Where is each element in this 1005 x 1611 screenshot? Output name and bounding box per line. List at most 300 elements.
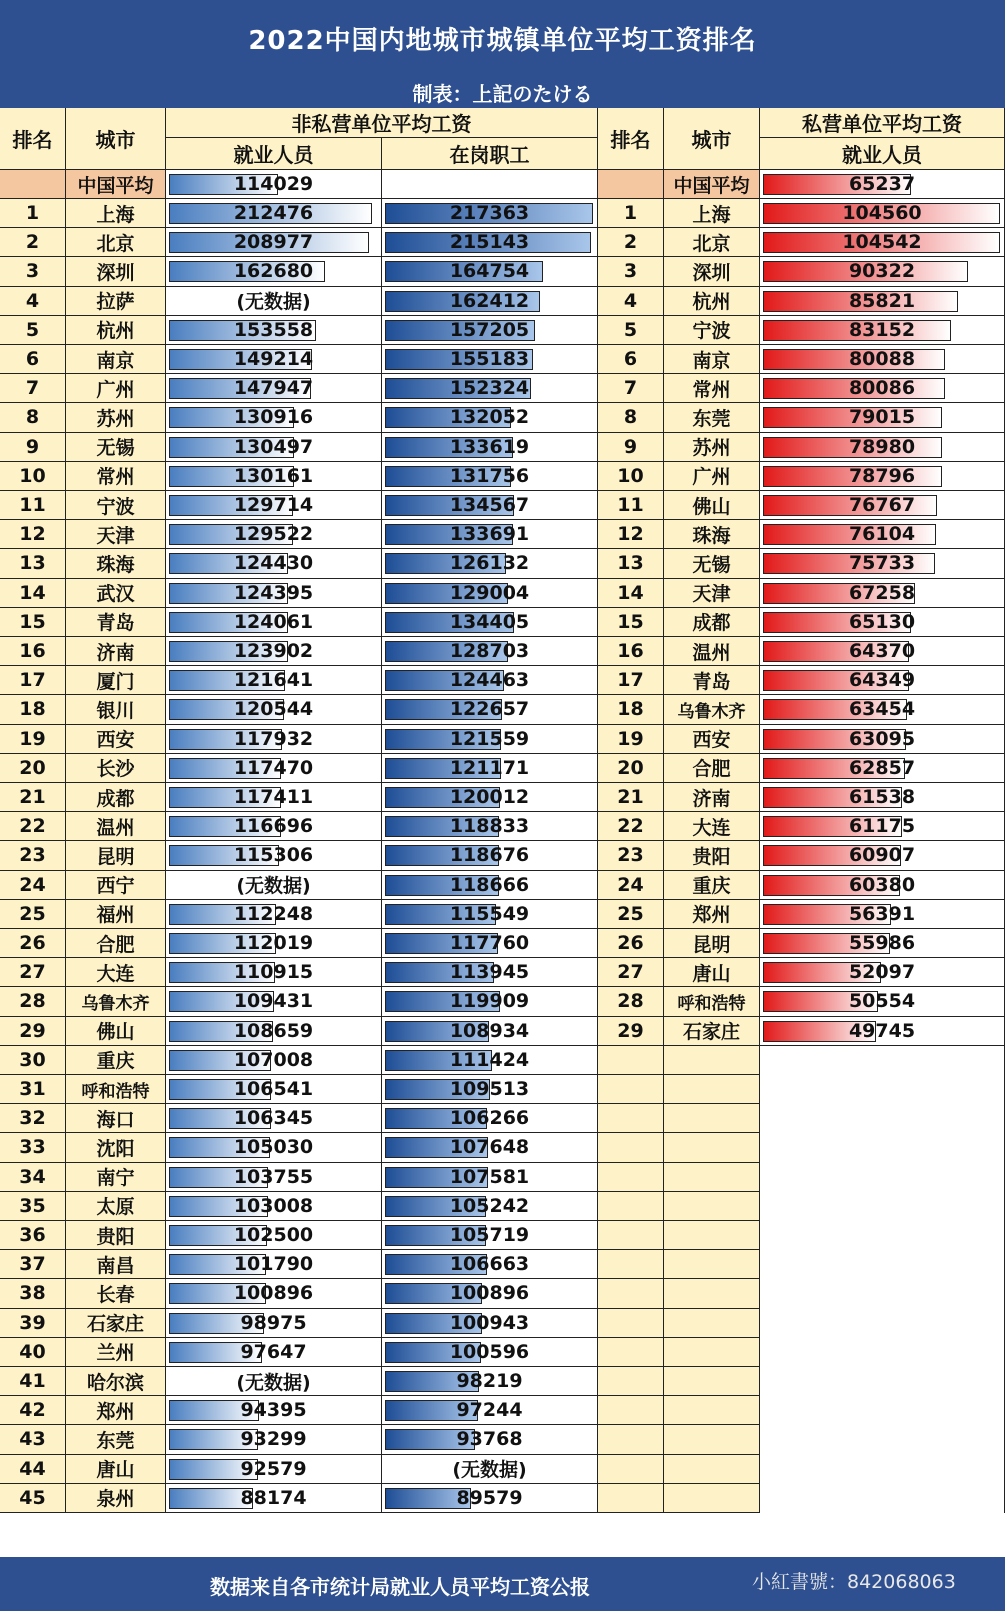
city-cell: 苏州 (664, 433, 760, 462)
value-label: 121171 (449, 756, 530, 779)
empty-value-cell (760, 1075, 1005, 1104)
city-cell: 宁波 (664, 316, 760, 345)
onjob-wage-cell (382, 403, 598, 432)
value-label: 98975 (240, 1311, 307, 1334)
empty-city-cell (664, 1104, 760, 1133)
value-label: 106541 (233, 1078, 314, 1101)
city-cell: 石家庄 (66, 1309, 166, 1338)
city-cell: 兰州 (66, 1338, 166, 1367)
rank-cell: 21 (598, 783, 664, 812)
value-label: 130916 (233, 406, 314, 429)
value-label: 107648 (449, 1136, 530, 1159)
value-label: 119909 (449, 990, 530, 1013)
onjob-wage-cell (382, 1367, 598, 1396)
rank-cell: 1 (598, 199, 664, 228)
employed-wage-cell (166, 579, 382, 608)
rank-cell: 19 (0, 725, 66, 754)
value-label: (无数据) (236, 1371, 311, 1394)
empty-city-cell (664, 1425, 760, 1454)
value-label: 111424 (449, 1048, 530, 1071)
value-label: 217363 (449, 202, 530, 225)
rank-cell: 7 (598, 374, 664, 403)
rank-cell: 6 (598, 345, 664, 374)
rank-cell: 12 (0, 520, 66, 549)
employed-wage-cell (166, 783, 382, 812)
value-label: 104560 (842, 202, 922, 225)
rank-cell: 39 (0, 1309, 66, 1338)
employed-wage-cell (166, 316, 382, 345)
value-label: 212476 (233, 202, 314, 225)
city-cell: 南京 (664, 345, 760, 374)
rank-cell: 6 (0, 345, 66, 374)
rank-cell: 22 (598, 812, 664, 841)
value-label: 118833 (449, 815, 530, 838)
employed-wage-cell (166, 1104, 382, 1133)
value-label: 110915 (233, 961, 314, 984)
rank-cell: 17 (598, 666, 664, 695)
private-employed-wage-cell (760, 987, 1005, 1016)
city-cell: 佛山 (66, 1017, 166, 1046)
onjob-wage-cell (382, 1484, 598, 1513)
avg-label-left: 中国平均 (66, 170, 166, 199)
rank-cell: 44 (0, 1455, 66, 1484)
value-label: 61175 (848, 815, 916, 838)
city-cell: 杭州 (66, 316, 166, 345)
watermark-text: 小紅書號：842068063 (752, 1571, 956, 1593)
empty-city-cell (664, 1367, 760, 1396)
onjob-wage-cell (382, 1192, 598, 1221)
employed-wage-cell (166, 1250, 382, 1279)
empty-value-cell (760, 1455, 1005, 1484)
onjob-wage-cell (382, 812, 598, 841)
onjob-wage-cell (382, 549, 598, 578)
value-label: 75733 (848, 552, 916, 575)
employed-wage-cell (166, 287, 382, 316)
value-label: 67258 (848, 581, 916, 604)
city-cell: 青岛 (664, 666, 760, 695)
value-label: 100896 (449, 1282, 530, 1305)
rank-cell: 3 (0, 257, 66, 286)
rank-cell: 15 (0, 608, 66, 637)
city-cell: 西宁 (66, 871, 166, 900)
value-label: 88174 (240, 1486, 307, 1509)
rank-cell: 2 (0, 228, 66, 257)
private-employed-wage-cell (760, 287, 1005, 316)
empty-city-cell (664, 1133, 760, 1162)
employed-wage-cell (166, 1046, 382, 1075)
onjob-wage-cell (382, 1396, 598, 1425)
salary-table (0, 108, 1005, 1557)
empty-rank-cell (598, 1279, 664, 1308)
empty-city-cell (664, 1396, 760, 1425)
value-label: 109431 (233, 990, 314, 1013)
value-label: 117932 (233, 727, 314, 750)
onjob-wage-cell (382, 1338, 598, 1367)
city-cell: 长春 (66, 1279, 166, 1308)
value-label: 109513 (449, 1078, 530, 1101)
city-cell: 无锡 (66, 433, 166, 462)
employed-wage-cell (166, 1075, 382, 1104)
employed-wage-cell (166, 549, 382, 578)
private-employed-wage-cell (760, 433, 1005, 462)
rank-cell: 30 (0, 1046, 66, 1075)
value-label: 98219 (456, 1370, 523, 1393)
private-employed-wage-cell (760, 871, 1005, 900)
employed-wage-cell (166, 1163, 382, 1192)
rank-cell: 10 (598, 462, 664, 491)
page-title: 2022中国内地城市城镇单位平均工资排名 (248, 26, 757, 56)
value-label: 112248 (233, 902, 314, 925)
employed-wage-cell (166, 257, 382, 286)
private-employed-wage-cell (760, 199, 1005, 228)
city-cell: 温州 (66, 812, 166, 841)
city-cell: 东莞 (664, 403, 760, 432)
value-label: 105242 (449, 1194, 530, 1217)
rank-cell: 27 (598, 958, 664, 987)
value-label: 155183 (449, 348, 530, 371)
city-cell: 珠海 (664, 520, 760, 549)
private-employed-wage-cell (760, 725, 1005, 754)
city-cell: 济南 (664, 783, 760, 812)
employed-wage-cell (166, 1367, 382, 1396)
empty-value-cell (760, 1250, 1005, 1279)
value-label: 133619 (449, 435, 530, 458)
city-cell: 郑州 (664, 900, 760, 929)
value-label: 78980 (848, 435, 916, 458)
value-label: 124395 (233, 581, 314, 604)
empty-value-cell (760, 1221, 1005, 1250)
value-label: 108934 (449, 1019, 530, 1042)
value-label: 123902 (233, 640, 314, 663)
value-label: 50554 (848, 990, 916, 1013)
value-label: 121559 (449, 727, 530, 750)
value-label: 208977 (233, 231, 314, 254)
empty-rank-cell (598, 1425, 664, 1454)
city-cell: 重庆 (664, 871, 760, 900)
city-cell: 拉萨 (66, 287, 166, 316)
value-label: 152324 (449, 377, 530, 400)
onjob-wage-cell (382, 695, 598, 724)
private-employed-wage-cell (760, 841, 1005, 870)
employed-wage-cell (166, 637, 382, 666)
rank-cell: 13 (598, 549, 664, 578)
private-employed-wage-cell (760, 637, 1005, 666)
rank-cell: 14 (0, 579, 66, 608)
city-cell: 无锡 (664, 549, 760, 578)
header-nonprivate-onjob: 在岗职工 (382, 138, 598, 170)
city-cell: 西安 (66, 725, 166, 754)
city-cell: 重庆 (66, 1046, 166, 1075)
value-label: 61538 (848, 786, 916, 809)
rank-cell: 2 (598, 228, 664, 257)
rank-cell: 26 (0, 929, 66, 958)
rank-cell: 27 (0, 958, 66, 987)
empty-value-cell (760, 1367, 1005, 1396)
private-employed-wage-cell (760, 929, 1005, 958)
empty-value-cell (760, 1425, 1005, 1454)
onjob-wage-cell (382, 783, 598, 812)
city-cell: 厦门 (66, 666, 166, 695)
employed-wage-cell (166, 666, 382, 695)
rank-cell: 23 (0, 841, 66, 870)
city-cell: 太原 (66, 1192, 166, 1221)
header-rank-right: 排名 (598, 108, 664, 170)
employed-wage-cell (166, 841, 382, 870)
value-label: 107008 (233, 1048, 314, 1071)
value-label: 103755 (233, 1165, 314, 1188)
value-label: 134405 (449, 610, 530, 633)
private-employed-wage-cell (760, 257, 1005, 286)
value-label: 93768 (456, 1428, 523, 1451)
onjob-wage-cell (382, 228, 598, 257)
employed-wage-cell (166, 1455, 382, 1484)
onjob-wage-cell (382, 841, 598, 870)
onjob-wage-cell (382, 462, 598, 491)
avg-onjob-left (382, 170, 598, 199)
header-private-group: 私营单位平均工资 (760, 108, 1005, 138)
value-label: 60907 (848, 844, 916, 867)
city-cell: 郑州 (66, 1396, 166, 1425)
value-label: 120544 (233, 698, 314, 721)
onjob-wage-cell (382, 608, 598, 637)
header-nonprivate-employed: 就业人员 (166, 138, 382, 170)
value-label: 162412 (449, 289, 530, 312)
onjob-wage-cell (382, 491, 598, 520)
rank-cell: 4 (0, 287, 66, 316)
onjob-wage-cell (382, 900, 598, 929)
rank-cell: 11 (598, 491, 664, 520)
onjob-wage-cell (382, 987, 598, 1016)
empty-value-cell (760, 1192, 1005, 1221)
city-cell: 天津 (66, 520, 166, 549)
value-label: 80088 (848, 348, 916, 371)
avg-rank-right (598, 170, 664, 199)
city-cell: 昆明 (66, 841, 166, 870)
value-label: 90322 (848, 260, 916, 283)
value-label: 105030 (233, 1136, 314, 1159)
empty-rank-cell (598, 1192, 664, 1221)
employed-wage-cell (166, 929, 382, 958)
empty-city-cell (664, 1163, 760, 1192)
avg-employed-left (166, 170, 382, 199)
value-label: 115306 (233, 844, 314, 867)
avg-rank-left (0, 170, 66, 199)
city-cell: 济南 (66, 637, 166, 666)
rank-cell: 4 (598, 287, 664, 316)
rank-cell: 20 (0, 754, 66, 783)
rank-cell: 35 (0, 1192, 66, 1221)
value-label: 129004 (449, 581, 530, 604)
private-employed-wage-cell (760, 316, 1005, 345)
rank-cell: 23 (598, 841, 664, 870)
private-employed-wage-cell (760, 754, 1005, 783)
onjob-wage-cell (382, 520, 598, 549)
onjob-wage-cell (382, 1133, 598, 1162)
city-cell: 南宁 (66, 1163, 166, 1192)
city-cell: 佛山 (664, 491, 760, 520)
empty-value-cell (760, 1484, 1005, 1513)
city-cell: 青岛 (66, 608, 166, 637)
onjob-wage-cell (382, 958, 598, 987)
private-employed-wage-cell (760, 345, 1005, 374)
city-cell: 哈尔滨 (66, 1367, 166, 1396)
rank-cell: 16 (598, 637, 664, 666)
header-city-right: 城市 (664, 108, 760, 170)
rank-cell: 9 (598, 433, 664, 462)
onjob-wage-cell (382, 1309, 598, 1338)
onjob-wage-cell (382, 257, 598, 286)
empty-rank-cell (598, 1250, 664, 1279)
employed-wage-cell (166, 1221, 382, 1250)
table-credit: 制表：上記のたける (412, 82, 593, 106)
employed-wage-cell (166, 1396, 382, 1425)
city-cell: 福州 (66, 900, 166, 929)
city-cell: 大连 (66, 958, 166, 987)
private-employed-wage-cell (760, 579, 1005, 608)
city-cell: 合肥 (664, 754, 760, 783)
value-label: 118676 (449, 844, 530, 867)
city-cell: 乌鲁木齐 (66, 987, 166, 1016)
employed-wage-cell (166, 403, 382, 432)
employed-wage-cell (166, 433, 382, 462)
onjob-wage-cell (382, 871, 598, 900)
onjob-wage-cell (382, 433, 598, 462)
empty-rank-cell (598, 1338, 664, 1367)
rank-cell: 5 (598, 316, 664, 345)
onjob-wage-cell (382, 287, 598, 316)
rank-cell: 12 (598, 520, 664, 549)
private-employed-wage-cell (760, 403, 1005, 432)
employed-wage-cell (166, 1279, 382, 1308)
empty-rank-cell (598, 1133, 664, 1162)
rank-cell: 20 (598, 754, 664, 783)
value-label: (无数据) (236, 875, 311, 898)
rank-cell: 17 (0, 666, 66, 695)
header-nonprivate-group: 非私营单位平均工资 (166, 108, 598, 138)
value-label: 133691 (449, 523, 530, 546)
value-label: 56391 (848, 902, 916, 925)
private-employed-wage-cell (760, 462, 1005, 491)
onjob-wage-cell (382, 1017, 598, 1046)
empty-city-cell (664, 1309, 760, 1338)
value-label: 103008 (233, 1194, 314, 1217)
rank-cell: 9 (0, 433, 66, 462)
value-label: 97244 (456, 1399, 523, 1422)
rank-cell: 29 (0, 1017, 66, 1046)
rank-cell: 3 (598, 257, 664, 286)
value-label: 108659 (233, 1019, 314, 1042)
value-label: 215143 (449, 231, 530, 254)
value-label: 117470 (233, 756, 314, 779)
employed-wage-cell (166, 491, 382, 520)
header (0, 0, 1005, 108)
rank-cell: 16 (0, 637, 66, 666)
employed-wage-cell (166, 725, 382, 754)
value-label: 83152 (848, 318, 916, 341)
city-cell: 昆明 (664, 929, 760, 958)
onjob-wage-cell (382, 1221, 598, 1250)
value-label: 153558 (233, 318, 314, 341)
value-label: 100596 (449, 1340, 530, 1363)
value-label: 92579 (240, 1457, 307, 1480)
city-cell: 长沙 (66, 754, 166, 783)
rank-cell: 28 (0, 987, 66, 1016)
value-label: 63454 (848, 698, 916, 721)
empty-city-cell (664, 1046, 760, 1075)
value-label: 76767 (848, 494, 916, 517)
empty-value-cell (760, 1104, 1005, 1133)
rank-cell: 19 (598, 725, 664, 754)
value-label: 52097 (848, 961, 916, 984)
city-cell: 广州 (66, 374, 166, 403)
value-label: 79015 (848, 406, 916, 429)
rank-cell: 7 (0, 374, 66, 403)
employed-wage-cell (166, 754, 382, 783)
value-label: 104542 (842, 231, 922, 254)
header-city-left: 城市 (66, 108, 166, 170)
onjob-wage-cell (382, 1279, 598, 1308)
value-label: 49745 (848, 1019, 916, 1042)
empty-value-cell (760, 1309, 1005, 1338)
empty-rank-cell (598, 1484, 664, 1513)
city-cell: 常州 (664, 374, 760, 403)
onjob-wage-cell (382, 929, 598, 958)
city-cell: 武汉 (66, 579, 166, 608)
private-employed-wage-cell (760, 608, 1005, 637)
city-cell: 呼和浩特 (664, 987, 760, 1016)
city-cell: 苏州 (66, 403, 166, 432)
value-label: 80086 (848, 377, 916, 400)
city-cell: 贵阳 (66, 1221, 166, 1250)
employed-wage-cell (166, 608, 382, 637)
onjob-wage-cell (382, 666, 598, 695)
empty-rank-cell (598, 1396, 664, 1425)
value-label: 64370 (848, 640, 916, 663)
empty-city-cell (664, 1455, 760, 1484)
value-label: 131756 (449, 464, 530, 487)
empty-rank-cell (598, 1163, 664, 1192)
header-rank-left: 排名 (0, 108, 66, 170)
employed-wage-cell (166, 900, 382, 929)
rank-cell: 10 (0, 462, 66, 491)
value-label: 128703 (449, 640, 530, 663)
rank-cell: 36 (0, 1221, 66, 1250)
employed-wage-cell (166, 1017, 382, 1046)
avg-employed-right (760, 170, 1005, 199)
onjob-wage-cell (382, 637, 598, 666)
city-cell: 西安 (664, 725, 760, 754)
value-label: 120012 (449, 786, 530, 809)
rank-cell: 38 (0, 1279, 66, 1308)
empty-city-cell (664, 1075, 760, 1104)
private-employed-wage-cell (760, 958, 1005, 987)
city-cell: 贵阳 (664, 841, 760, 870)
private-employed-wage-cell (760, 549, 1005, 578)
empty-value-cell (760, 1279, 1005, 1308)
employed-wage-cell (166, 1192, 382, 1221)
employed-wage-cell (166, 1309, 382, 1338)
employed-wage-cell (166, 1425, 382, 1454)
value-label: 107581 (449, 1165, 530, 1188)
city-cell: 合肥 (66, 929, 166, 958)
employed-wage-cell (166, 374, 382, 403)
rank-cell: 15 (598, 608, 664, 637)
value-label: 122657 (449, 698, 530, 721)
empty-rank-cell (598, 1367, 664, 1396)
value-label: 106266 (449, 1107, 530, 1130)
value-label: 55986 (848, 932, 916, 955)
value-label: 124430 (233, 552, 314, 575)
